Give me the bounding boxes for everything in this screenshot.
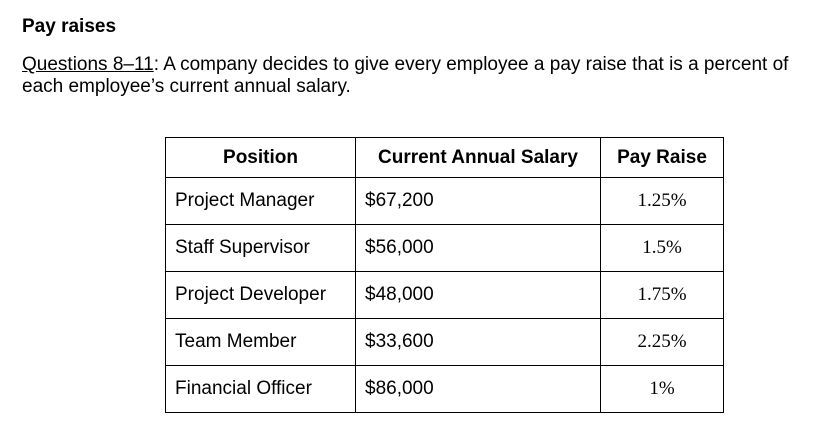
cell-position: Team Member [166,319,356,366]
page-title: Pay raises [22,16,117,37]
cell-pay-raise: 1.75% [601,272,724,319]
table-row [166,272,724,319]
cell-pay-raise: 1% [601,366,724,413]
cell-position: Project Developer [166,272,356,319]
header-current-annual-salary: Current Annual Salary [356,138,601,178]
header-pay-raise: Pay Raise [601,138,724,178]
cell-salary: $33,600 [356,319,601,366]
table-row [166,178,724,225]
intro-text: : A company decides to give every employee a pay raise that is a percent of each employee’s current annual salary. [22,54,789,97]
pay-raise-table [165,137,724,413]
header-position: Position [166,138,356,178]
cell-salary: $48,000 [356,272,601,319]
table-row [166,225,724,272]
cell-pay-raise: 1.25% [601,178,724,225]
cell-position: Project Manager [166,178,356,225]
cell-pay-raise: 2.25% [601,319,724,366]
table-header-row [166,138,724,178]
cell-salary: $86,000 [356,366,601,413]
cell-salary: $56,000 [356,225,601,272]
cell-salary: $67,200 [356,178,601,225]
table-row [166,366,724,413]
table-row [166,319,724,366]
question-reference: Questions 8–11 [22,54,154,75]
cell-position: Staff Supervisor [166,225,356,272]
intro-paragraph [22,54,822,98]
cell-position: Financial Officer [166,366,356,413]
cell-pay-raise: 1.5% [601,225,724,272]
